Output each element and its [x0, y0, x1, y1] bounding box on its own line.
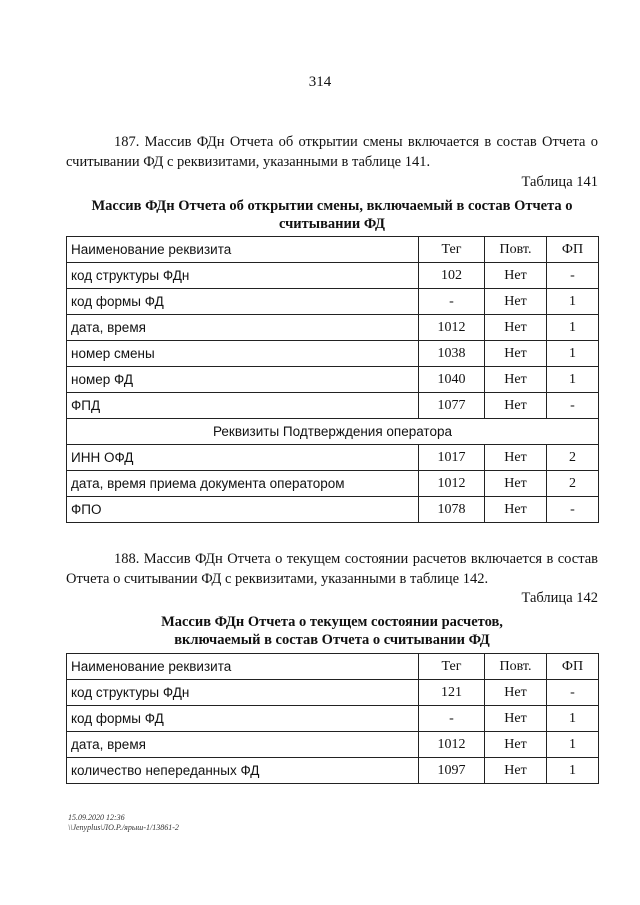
cell-repeat: Нет	[485, 497, 547, 523]
cell-repeat: Нет	[485, 263, 547, 289]
table-row	[67, 732, 599, 758]
cell-repeat: Нет	[485, 732, 547, 758]
table-row	[67, 341, 599, 367]
cell-repeat: Нет	[485, 706, 547, 732]
table-row	[67, 263, 599, 289]
table-header-row	[67, 237, 599, 263]
cell-tag: -	[419, 289, 485, 315]
cell-fp: 1	[547, 758, 599, 784]
cell-repeat: Нет	[485, 315, 547, 341]
header-tag: Тег	[419, 654, 485, 680]
cell-name: номер смены	[67, 341, 419, 367]
cell-fp: -	[547, 263, 599, 289]
table-row	[67, 758, 599, 784]
cell-name: дата, время	[67, 315, 419, 341]
cell-name: ФПД	[67, 393, 419, 419]
table-142-title-line1: Массив ФДн Отчета о текущем состоянии расчетов,	[161, 614, 503, 630]
cell-name: код формы ФД	[67, 289, 419, 315]
cell-tag: 1040	[419, 367, 485, 393]
header-tag: Тег	[419, 237, 485, 263]
cell-name: ФПО	[67, 497, 419, 523]
footer-path: \\Jenyplus\ЛО.Р./ярыш-1/13861-2	[68, 823, 179, 832]
table-row	[67, 315, 599, 341]
cell-name: код структуры ФДн	[67, 263, 419, 289]
table-row	[67, 680, 599, 706]
cell-repeat: Нет	[485, 758, 547, 784]
table-141-label: Таблица 141	[521, 174, 598, 190]
page-number: 314	[308, 74, 332, 90]
cell-name: дата, время	[67, 732, 419, 758]
cell-tag: 1077	[419, 393, 485, 419]
header-fp: ФП	[547, 654, 599, 680]
table-142-label: Таблица 142	[521, 590, 598, 606]
table-row	[67, 445, 599, 471]
cell-fp: 1	[547, 367, 599, 393]
paragraph-188: 188. Массив ФДн Отчета о текущем состоянии расчетов включается в состав Отчета о считывании ФД с реквизитами, указанными в таблице 142.	[66, 551, 598, 587]
cell-tag: 1097	[419, 758, 485, 784]
paragraph-187: 187. Массив ФДн Отчета об открытии смены включается в состав Отчета о считывании ФД с реквизитами, указанными в таблице 141.	[66, 134, 598, 170]
cell-name: количество непереданных ФД	[67, 758, 419, 784]
cell-tag: 1012	[419, 471, 485, 497]
table-142	[66, 653, 599, 784]
table-row	[67, 706, 599, 732]
table-row	[67, 367, 599, 393]
header-name: Наименование реквизита	[67, 237, 419, 263]
section-row-label: Реквизиты Подтверждения оператора	[67, 419, 599, 445]
cell-fp: 1	[547, 732, 599, 758]
table-row	[67, 497, 599, 523]
cell-fp: 2	[547, 471, 599, 497]
table-row	[67, 471, 599, 497]
cell-tag: 102	[419, 263, 485, 289]
cell-tag: 121	[419, 680, 485, 706]
footer-date: 15.09.2020 12:36	[68, 813, 125, 822]
cell-fp: 1	[547, 289, 599, 315]
table-141-title: Массив ФДн Отчета об открытии смены, включаемый в состав Отчета о считывании ФД	[91, 198, 573, 232]
cell-fp: 1	[547, 341, 599, 367]
cell-repeat: Нет	[485, 367, 547, 393]
cell-repeat: Нет	[485, 393, 547, 419]
cell-name: номер ФД	[67, 367, 419, 393]
cell-tag: 1012	[419, 732, 485, 758]
cell-fp: 2	[547, 445, 599, 471]
cell-tag: 1012	[419, 315, 485, 341]
footer-stamp	[68, 813, 179, 833]
cell-fp: -	[547, 393, 599, 419]
table-142-title-line2: включаемый в состав Отчета о считывании ФД	[174, 632, 490, 648]
cell-repeat: Нет	[485, 289, 547, 315]
cell-tag: 1078	[419, 497, 485, 523]
cell-fp: 1	[547, 706, 599, 732]
section-row	[67, 419, 599, 445]
table-142-title	[66, 613, 598, 649]
cell-tag: 1017	[419, 445, 485, 471]
table-row	[67, 393, 599, 419]
cell-name: код структуры ФДн	[67, 680, 419, 706]
cell-repeat: Нет	[485, 445, 547, 471]
cell-name: код формы ФД	[67, 706, 419, 732]
header-repeat: Повт.	[485, 654, 547, 680]
cell-repeat: Нет	[485, 471, 547, 497]
header-fp: ФП	[547, 237, 599, 263]
header-name: Наименование реквизита	[67, 654, 419, 680]
cell-tag: 1038	[419, 341, 485, 367]
cell-name: ИНН ОФД	[67, 445, 419, 471]
table-141	[66, 236, 599, 523]
table-header-row	[67, 654, 599, 680]
cell-repeat: Нет	[485, 341, 547, 367]
cell-name: дата, время приема документа оператором	[67, 471, 419, 497]
header-repeat: Повт.	[485, 237, 547, 263]
cell-repeat: Нет	[485, 680, 547, 706]
cell-fp: -	[547, 680, 599, 706]
table-row	[67, 289, 599, 315]
cell-fp: 1	[547, 315, 599, 341]
cell-fp: -	[547, 497, 599, 523]
cell-tag: -	[419, 706, 485, 732]
